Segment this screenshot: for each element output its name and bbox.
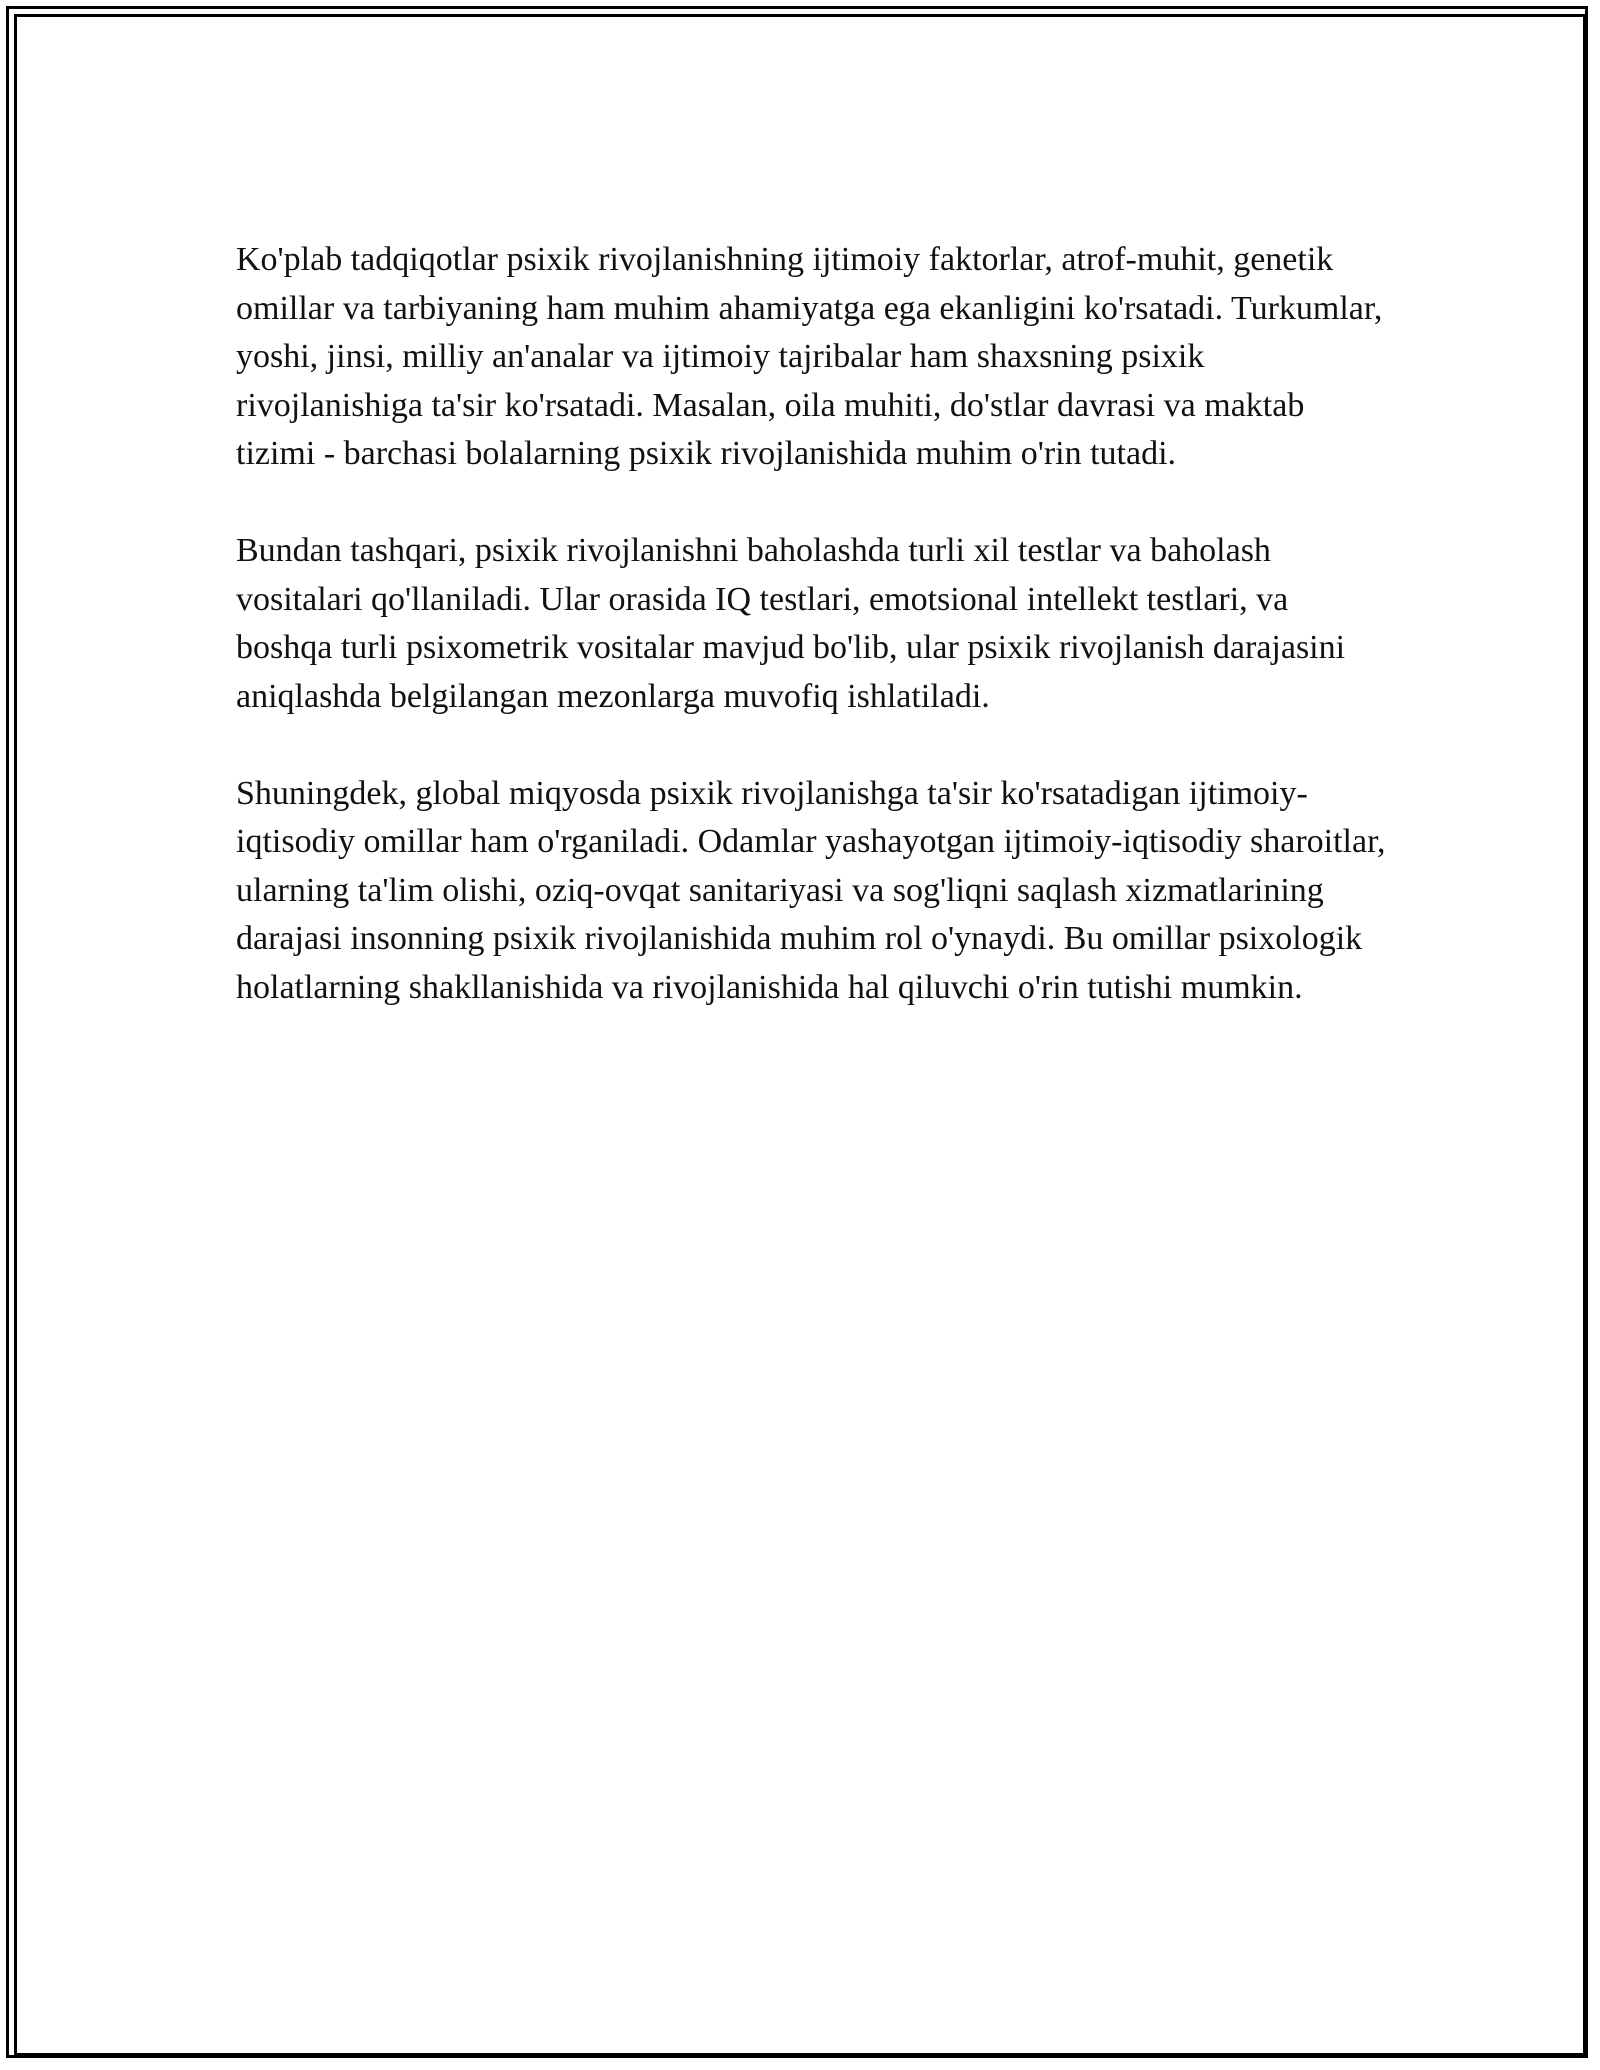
paragraph-2: Bundan tashqari, psixik rivojlanishni baholashda turli xil testlar va baholash vositalari qo'llaniladi. Ular orasida IQ testlari, emotsional intellekt testlari, va boshqa turli psixometrik vositalar mavjud bo'lib, ular psixik rivojlanish darajasini aniqlashda belgilangan mezonlarga muvofiq ishlatiladi. [236, 532, 1346, 715]
paragraph-1: Ko'plab tadqiqotlar psixik rivojlanishning ijtimoiy faktorlar, atrof-muhit, genetik omillar va tarbiyaning ham muhim ahamiyatga ega ekanligini ko'rsatadi. Turkumlar, yoshi, jinsi, milliy an'analar va ijtimoiy tajribalar ham shaxsning psixik rivojlanishiga ta'sir ko'rsatadi. Masalan, oila muhiti, do'stlar davrasi va maktab tizimi - barchasi bolalarning psixik rivojlanishida muhim o'rin tutadi. [236, 241, 1383, 472]
paragraph-3: Shuningdek, global miqyosda psixik rivojlanishga ta'sir ko'rsatadigan ijtimoiy-iqtisodiy omillar ham o'rganiladi. Odamlar yashayotgan ijtimoiy-iqtisodiy sharoitlar, ularning ta'lim olishi, oziq-ovqat sanitariyasi va sog'liqni saqlash xizmatlarining darajasi insonning psixik rivojlanishida muhim rol o'ynaydi. Bu omillar psixologik holatlarning shakllanishida va rivojlanishida hal qiluvchi o'rin tutishi mumkin. [236, 774, 1386, 1006]
document-body [236, 236, 1386, 1061]
